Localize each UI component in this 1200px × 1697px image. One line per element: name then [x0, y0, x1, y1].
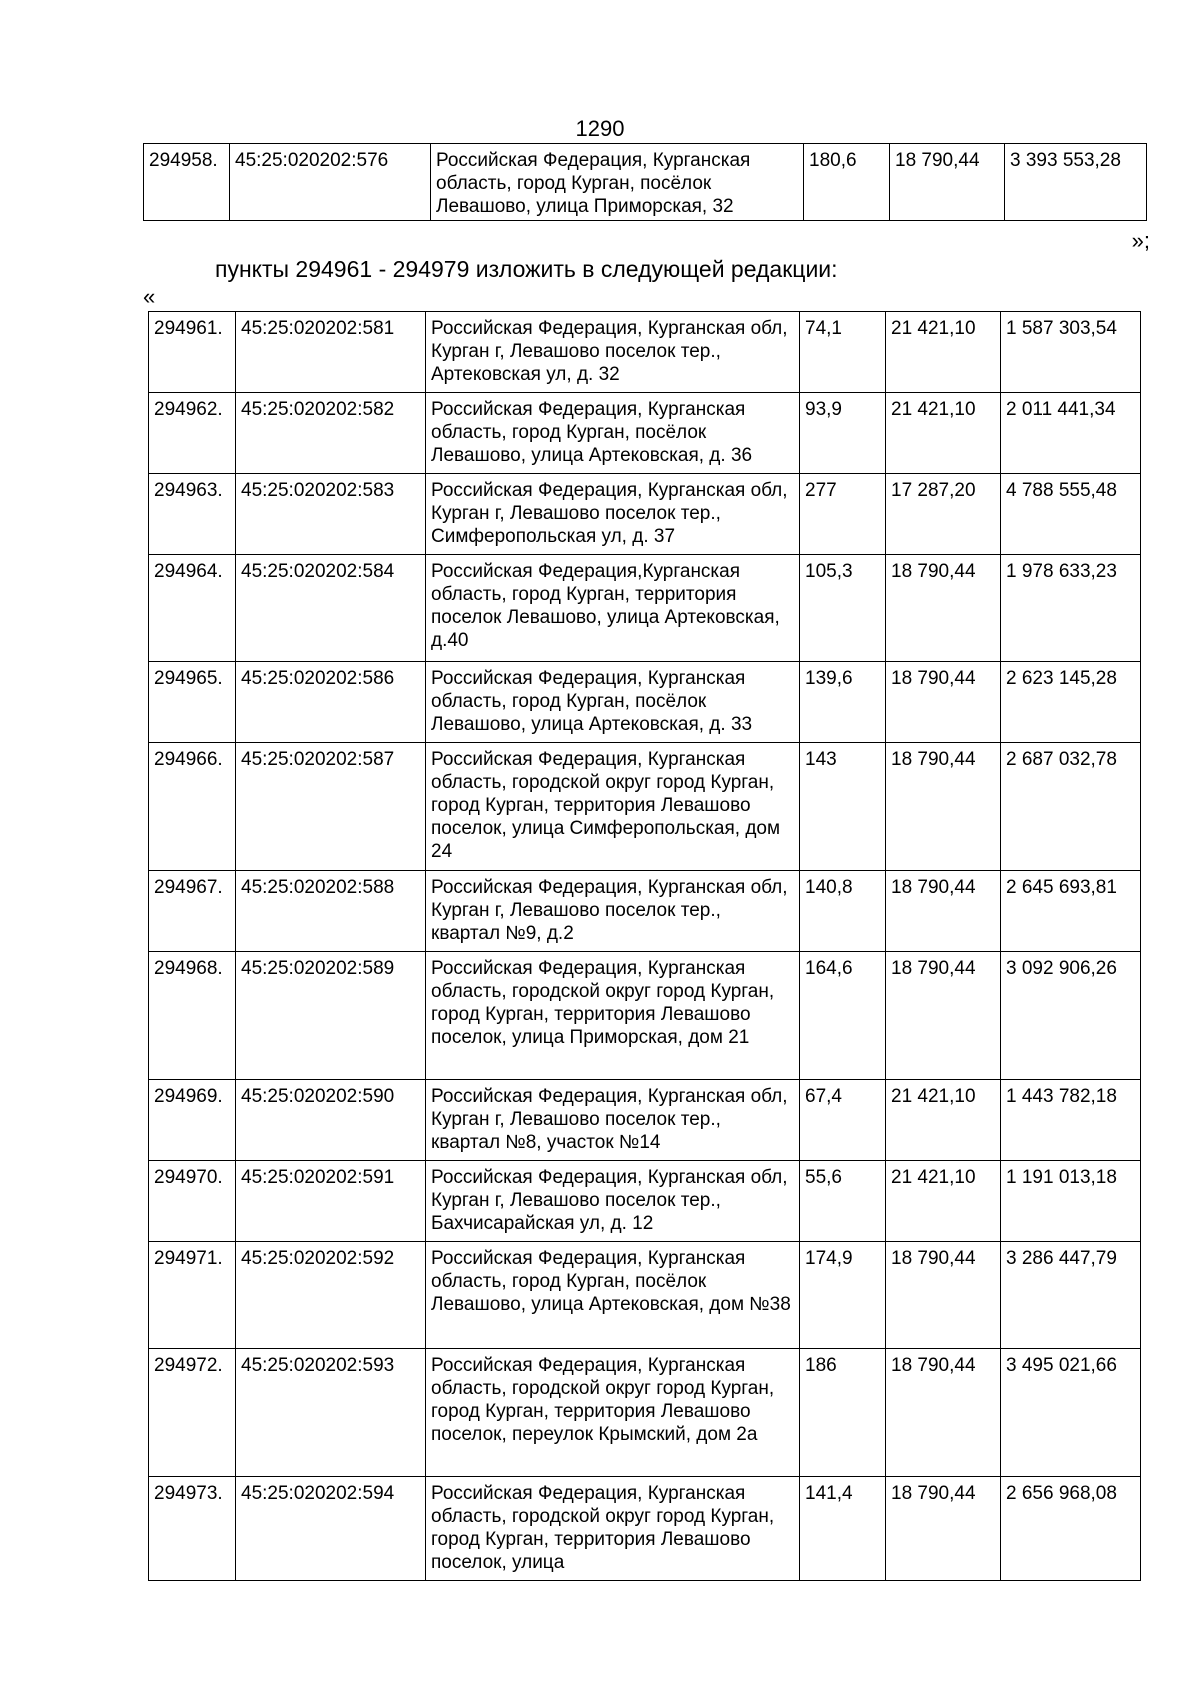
cell-cadastral-number: 45:25:020202:587	[236, 743, 426, 871]
table-row	[149, 1080, 1141, 1161]
cell-record-number: 294964.	[149, 555, 236, 662]
cell-address: Российская Федерация, Курганская область, город Курган, посёлок Левашово, улица Приморская, 32	[431, 144, 804, 221]
table-row	[149, 312, 1141, 393]
cell-area: 93,9	[800, 393, 886, 474]
table-row	[149, 393, 1141, 474]
table-row	[149, 952, 1141, 1080]
cell-cadastral-number: 45:25:020202:593	[236, 1349, 426, 1477]
cell-total-value: 1 191 013,18	[1001, 1161, 1141, 1242]
cell-area: 67,4	[800, 1080, 886, 1161]
cell-total-value: 3 286 447,79	[1001, 1242, 1141, 1349]
cell-address: Российская Федерация, Курганская область, городской округ город Курган, город Курган, территория Левашово поселок, улица Симферопольская, дом 24	[426, 743, 800, 871]
cell-address: Российская Федерация, Курганская область, городской округ город Курган, город Курган, территория Левашово поселок, улица Приморская, дом 21	[426, 952, 800, 1080]
cell-record-number: 294967.	[149, 871, 236, 952]
table-row	[149, 662, 1141, 743]
cell-record-number: 294958.	[144, 144, 230, 221]
main-table	[148, 311, 1141, 1581]
cell-area: 164,6	[800, 952, 886, 1080]
cell-area: 141,4	[800, 1477, 886, 1581]
cell-record-number: 294963.	[149, 474, 236, 555]
cell-cadastral-number: 45:25:020202:581	[236, 312, 426, 393]
cell-total-value: 3 393 553,28	[1005, 144, 1147, 221]
cell-total-value: 1 443 782,18	[1001, 1080, 1141, 1161]
main-table-body	[149, 312, 1141, 1581]
cell-unit-price: 21 421,10	[886, 312, 1001, 393]
cell-cadastral-number: 45:25:020202:589	[236, 952, 426, 1080]
top-table	[143, 143, 1147, 221]
cell-area: 143	[800, 743, 886, 871]
cell-area: 139,6	[800, 662, 886, 743]
cell-record-number: 294968.	[149, 952, 236, 1080]
cell-record-number: 294970.	[149, 1161, 236, 1242]
closing-quote: »;	[1131, 228, 1150, 253]
cell-total-value: 3 092 906,26	[1001, 952, 1141, 1080]
cell-total-value: 4 788 555,48	[1001, 474, 1141, 555]
cell-area: 74,1	[800, 312, 886, 393]
cell-total-value: 1 978 633,23	[1001, 555, 1141, 662]
cell-address: Российская Федерация, Курганская область, город Курган, посёлок Левашово, улица Артековская, дом №38	[426, 1242, 800, 1349]
cell-area: 55,6	[800, 1161, 886, 1242]
cell-unit-price: 18 790,44	[886, 1349, 1001, 1477]
cell-address: Российская Федерация, Курганская область, город Курган, посёлок Левашово, улица Артековская, д. 36	[426, 393, 800, 474]
cell-unit-price: 18 790,44	[886, 1477, 1001, 1581]
cell-record-number: 294966.	[149, 743, 236, 871]
top-table-body	[144, 144, 1147, 221]
cell-area: 180,6	[804, 144, 890, 221]
cell-unit-price: 18 790,44	[886, 662, 1001, 743]
cell-record-number: 294962.	[149, 393, 236, 474]
table-row	[144, 144, 1147, 221]
cell-unit-price: 18 790,44	[886, 952, 1001, 1080]
table-row	[149, 871, 1141, 952]
cell-unit-price: 21 421,10	[886, 1161, 1001, 1242]
cell-cadastral-number: 45:25:020202:591	[236, 1161, 426, 1242]
cell-unit-price: 21 421,10	[886, 393, 1001, 474]
cell-record-number: 294969.	[149, 1080, 236, 1161]
cell-record-number: 294972.	[149, 1349, 236, 1477]
cell-unit-price: 18 790,44	[886, 555, 1001, 662]
opening-quote: «	[143, 284, 156, 309]
cell-address: Российская Федерация, Курганская область, городской округ город Курган, город Курган, территория Левашово поселок, переулок Крымский, дом 2а	[426, 1349, 800, 1477]
cell-cadastral-number: 45:25:020202:590	[236, 1080, 426, 1161]
table-row	[149, 555, 1141, 662]
cell-unit-price: 17 287,20	[886, 474, 1001, 555]
cell-unit-price: 18 790,44	[886, 871, 1001, 952]
cell-record-number: 294973.	[149, 1477, 236, 1581]
cell-cadastral-number: 45:25:020202:582	[236, 393, 426, 474]
cell-address: Российская Федерация, Курганская обл, Курган г, Левашово поселок тер., Симферопольская ул, д. 37	[426, 474, 800, 555]
cell-address: Российская Федерация, Курганская область, городской округ город Курган, город Курган, территория Левашово поселок, улица	[426, 1477, 800, 1581]
cell-cadastral-number: 45:25:020202:588	[236, 871, 426, 952]
cell-cadastral-number: 45:25:020202:583	[236, 474, 426, 555]
page-number: 1290	[575, 116, 625, 141]
cell-area: 105,3	[800, 555, 886, 662]
table-row	[149, 474, 1141, 555]
table-row	[149, 1242, 1141, 1349]
table-row	[149, 743, 1141, 871]
cell-record-number: 294971.	[149, 1242, 236, 1349]
cell-unit-price: 18 790,44	[886, 1242, 1001, 1349]
cell-total-value: 2 011 441,34	[1001, 393, 1141, 474]
cell-total-value: 3 495 021,66	[1001, 1349, 1141, 1477]
cell-address: Российская Федерация, Курганская обл, Курган г, Левашово поселок тер., квартал №9, д.2	[426, 871, 800, 952]
amendment-instruction: пункты 294961 - 294979 изложить в следующей редакции:	[215, 256, 838, 282]
cell-cadastral-number: 45:25:020202:576	[230, 144, 431, 221]
cell-cadastral-number: 45:25:020202:584	[236, 555, 426, 662]
table-row	[149, 1349, 1141, 1477]
cell-total-value: 2 645 693,81	[1001, 871, 1141, 952]
cell-area: 174,9	[800, 1242, 886, 1349]
table-row	[149, 1161, 1141, 1242]
cell-unit-price: 21 421,10	[886, 1080, 1001, 1161]
cell-total-value: 1 587 303,54	[1001, 312, 1141, 393]
cell-area: 186	[800, 1349, 886, 1477]
cell-address: Российская Федерация, Курганская обл, Курган г, Левашово поселок тер., Артековская ул, д. 32	[426, 312, 800, 393]
cell-cadastral-number: 45:25:020202:586	[236, 662, 426, 743]
table-row	[149, 1477, 1141, 1581]
cell-address: Российская Федерация, Курганская обл, Курган г, Левашово поселок тер., квартал №8, участок №14	[426, 1080, 800, 1161]
cell-total-value: 2 656 968,08	[1001, 1477, 1141, 1581]
cell-unit-price: 18 790,44	[886, 743, 1001, 871]
cell-area: 140,8	[800, 871, 886, 952]
cell-record-number: 294965.	[149, 662, 236, 743]
cell-cadastral-number: 45:25:020202:594	[236, 1477, 426, 1581]
cell-total-value: 2 623 145,28	[1001, 662, 1141, 743]
cell-unit-price: 18 790,44	[890, 144, 1005, 221]
cell-total-value: 2 687 032,78	[1001, 743, 1141, 871]
cell-address: Российская Федерация, Курганская область, город Курган, посёлок Левашово, улица Артековская, д. 33	[426, 662, 800, 743]
cell-cadastral-number: 45:25:020202:592	[236, 1242, 426, 1349]
cell-area: 277	[800, 474, 886, 555]
cell-record-number: 294961.	[149, 312, 236, 393]
cell-address: Российская Федерация,Курганская область, город Курган, территория поселок Левашово, улица Артековская, д.40	[426, 555, 800, 662]
cell-address: Российская Федерация, Курганская обл, Курган г, Левашово поселок тер., Бахчисарайская ул, д. 12	[426, 1161, 800, 1242]
